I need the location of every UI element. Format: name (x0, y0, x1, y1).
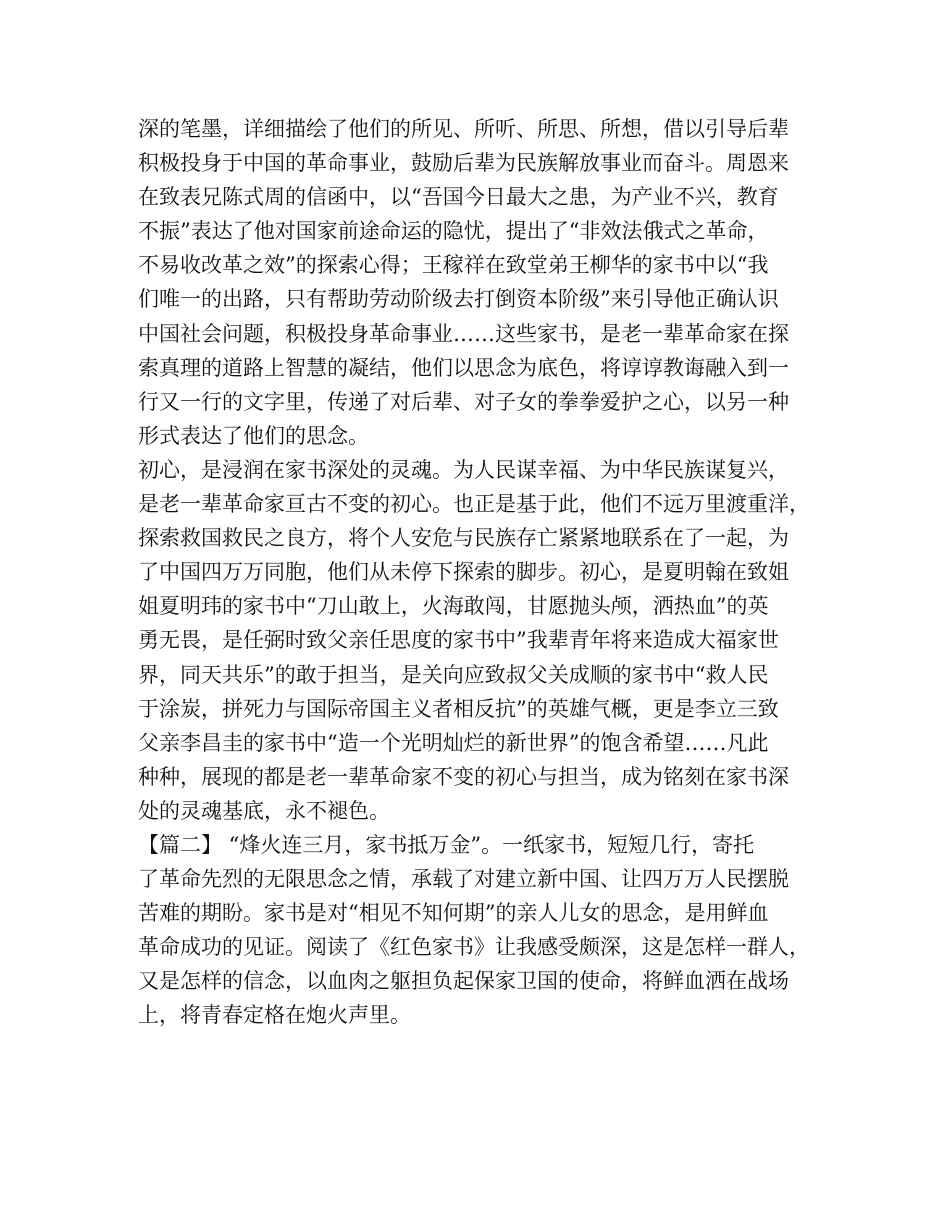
text-line: 不振”表达了他对国家前途命运的隐忧，提出了“非效法俄式之革命， (138, 219, 769, 244)
text-line: 姐夏明玮的家书中“刀山敢上，火海敢闯，甘愿抛头颅，洒热血”的英 (138, 594, 769, 619)
text-line: 索真理的道路上智慧的凝结，他们以思念为底色，将谆谆教诲融入到一 (138, 355, 789, 380)
text-line: 界，同天共乐”的敢于担当，是关向应致叔父关成顺的家书中“救人民 (138, 662, 769, 687)
paragraph-2 (138, 453, 818, 828)
text-line: 们唯一的出路，只有帮助劳动阶级去打倒资本阶级”来引导他正确认识 (138, 287, 779, 312)
text-line: 于涂炭，拼死力与国际帝国主义者相反抗”的英雄气概，更是李立三致 (138, 696, 779, 721)
text-line: 革命成功的见证。阅读了《红色家书》让我感受颇深，这是怎样一群人， (138, 935, 810, 960)
text-line: 积极投身于中国的革命事业，鼓励后辈为民族解放事业而奋斗。周恩来 (138, 151, 789, 176)
text-line: 中国社会问题，积极投身革命事业……这些家书，是老一辈革命家在探 (138, 321, 789, 346)
text-line: 上，将青春定格在炮火声里。 (138, 1003, 411, 1028)
paragraph-3 (138, 828, 818, 1033)
text-line: 【篇二】 “烽火连三月，家书抵万金”。一纸家书，短短几行，寄托 (138, 832, 755, 857)
text-line: 形式表达了他们的思念。 (138, 423, 369, 448)
text-line: 行又一行的文字里，传递了对后辈、对子女的拳拳爱护之心，以另一种 (138, 389, 789, 414)
text-line: 了中国四万万同胞，他们从未停下探索的脚步。初心，是夏明翰在致姐 (138, 560, 789, 585)
text-line: 初心，是浸润在家书深处的灵魂。为人民谋幸福、为中华民族谋复兴， (138, 457, 789, 482)
text-line: 又是怎样的信念，以血肉之躯担负起保家卫国的使命，将鲜血洒在战场 (138, 969, 789, 994)
text-line: 是老一辈革命家亘古不变的初心。也正是基于此，他们不远万里渡重洋， (138, 492, 810, 517)
text-line: 深的笔墨，详细描绘了他们的所见、所听、所思、所想，借以引导后辈 (138, 117, 789, 141)
text-line: 在致表兄陈式周的信函中，以“吾国今日最大之患，为产业不兴，教育 (138, 185, 779, 210)
text-line: 不易收改革之效”的探索心得；王稼祥在致堂弟王柳华的家书中以“我 (138, 253, 769, 278)
text-line: 处的灵魂基底，永不褪色。 (138, 798, 390, 823)
text-line: 种种，展现的都是老一辈革命家不变的初心与担当，成为铭刻在家书深 (138, 764, 789, 789)
text-line: 探索救国救民之良方，将个人安危与民族存亡紧紧地联系在了一起，为 (138, 526, 789, 551)
text-line: 勇无畏，是任弼时致父亲任思度的家书中”我辈青年将来造成大福家世 (138, 628, 779, 653)
document-body (138, 112, 818, 1033)
paragraph-1 (138, 112, 818, 453)
text-line: 了革命先烈的无限思念之情，承载了对建立新中国、让四万万人民摆脱 (138, 867, 789, 892)
text-line: 苦难的期盼。家书是对“相见不知何期”的亲人儿女的思念，是用鲜血 (138, 901, 769, 926)
text-line: 父亲李昌圭的家书中“造一个光明灿烂的新世界”的饱含希望……凡此 (138, 730, 769, 755)
